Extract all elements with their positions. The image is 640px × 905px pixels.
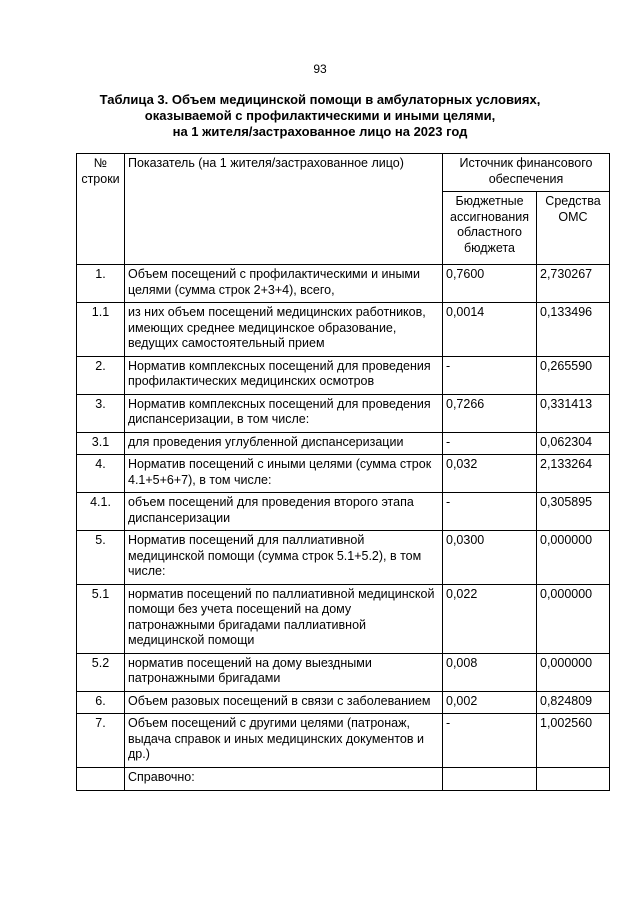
row-oms: 1,002560	[537, 714, 610, 768]
row-budget: 0,7600	[443, 265, 537, 303]
row-budget: 0,002	[443, 691, 537, 714]
row-text: Объем разовых посещений в связи с заболеванием	[125, 691, 443, 714]
header-budget: Бюджетные ассигнования областного бюджета	[443, 192, 537, 265]
row-oms: 2,730267	[537, 265, 610, 303]
table-row	[77, 767, 610, 790]
table-row	[77, 691, 610, 714]
row-number: 1.1	[77, 303, 125, 357]
row-oms: 0,824809	[537, 691, 610, 714]
row-oms: 0,000000	[537, 584, 610, 653]
row-number: 4.1.	[77, 493, 125, 531]
row-number: 5.2	[77, 653, 125, 691]
row-budget: 0,032	[443, 455, 537, 493]
page-number: 93	[313, 62, 327, 76]
header-oms: Средства ОМС	[537, 192, 610, 265]
row-oms	[537, 767, 610, 790]
row-text: объем посещений для проведения второго этапа диспансеризации	[125, 493, 443, 531]
row-text: Объем посещений с другими целями (патронаж, выдача справок и иных медицинских документов и др.)	[125, 714, 443, 768]
row-text: Норматив комплексных посещений для проведения диспансеризации, в том числе:	[125, 394, 443, 432]
title-line-1: Таблица 3. Объем медицинской помощи в амбулаторных условиях,	[99, 92, 541, 107]
table-row	[77, 394, 610, 432]
row-oms: 0,331413	[537, 394, 610, 432]
table-row	[77, 493, 610, 531]
row-oms: 0,062304	[537, 432, 610, 455]
header-indicator: Показатель (на 1 жителя/застрахованное лицо)	[125, 154, 443, 265]
row-number: 5.	[77, 531, 125, 585]
row-number: 6.	[77, 691, 125, 714]
row-budget: 0,0300	[443, 531, 537, 585]
data-table	[76, 153, 610, 791]
row-oms: 0,305895	[537, 493, 610, 531]
row-text: для проведения углубленной диспансеризации	[125, 432, 443, 455]
row-number	[77, 767, 125, 790]
row-budget: -	[443, 714, 537, 768]
table-title	[60, 92, 580, 140]
row-budget: 0,0014	[443, 303, 537, 357]
row-text: Норматив посещений для паллиативной медицинской помощи (сумма строк 5.1+5.2), в том числе:	[125, 531, 443, 585]
row-budget: -	[443, 432, 537, 455]
table-row	[77, 584, 610, 653]
title-line-2: оказываемой с профилактическими и иными целями,	[144, 108, 496, 123]
row-oms: 0,265590	[537, 356, 610, 394]
header-row	[77, 154, 610, 192]
row-oms: 0,000000	[537, 653, 610, 691]
row-number: 2.	[77, 356, 125, 394]
row-number: 1.	[77, 265, 125, 303]
table-row	[77, 356, 610, 394]
table-row	[77, 531, 610, 585]
table-row	[77, 653, 610, 691]
row-oms: 0,000000	[537, 531, 610, 585]
table-row	[77, 303, 610, 357]
table-row	[77, 714, 610, 768]
row-budget: 0,008	[443, 653, 537, 691]
row-text: Объем посещений с профилактическими и иными целями (сумма строк 2+3+4), всего,	[125, 265, 443, 303]
row-budget: 0,022	[443, 584, 537, 653]
row-budget: 0,7266	[443, 394, 537, 432]
row-number: 3.1	[77, 432, 125, 455]
row-oms: 0,133496	[537, 303, 610, 357]
header-source: Источник финансового обеспечения	[443, 154, 610, 192]
title-line-3: на 1 жителя/застрахованное лицо на 2023 год	[172, 124, 468, 139]
table-row	[77, 432, 610, 455]
row-number: 7.	[77, 714, 125, 768]
row-number: 5.1	[77, 584, 125, 653]
row-text: Справочно:	[125, 767, 443, 790]
row-text: Норматив комплексных посещений для проведения профилактических медицинских осмотров	[125, 356, 443, 394]
row-text: Норматив посещений с иными целями (сумма строк 4.1+5+6+7), в том числе:	[125, 455, 443, 493]
row-text: норматив посещений на дому выездными патронажными бригадами	[125, 653, 443, 691]
row-budget	[443, 767, 537, 790]
header-row-number: № строки	[77, 154, 125, 265]
row-budget: -	[443, 356, 537, 394]
table-row	[77, 265, 610, 303]
table-row	[77, 455, 610, 493]
row-number: 3.	[77, 394, 125, 432]
row-budget: -	[443, 493, 537, 531]
row-text: норматив посещений по паллиативной медицинской помощи без учета посещений на дому патронажными бригадами паллиативной медицинской помощи	[125, 584, 443, 653]
row-number: 4.	[77, 455, 125, 493]
row-oms: 2,133264	[537, 455, 610, 493]
row-text: из них объем посещений медицинских работников, имеющих среднее медицинское образование, ведущих самостоятельный прием	[125, 303, 443, 357]
